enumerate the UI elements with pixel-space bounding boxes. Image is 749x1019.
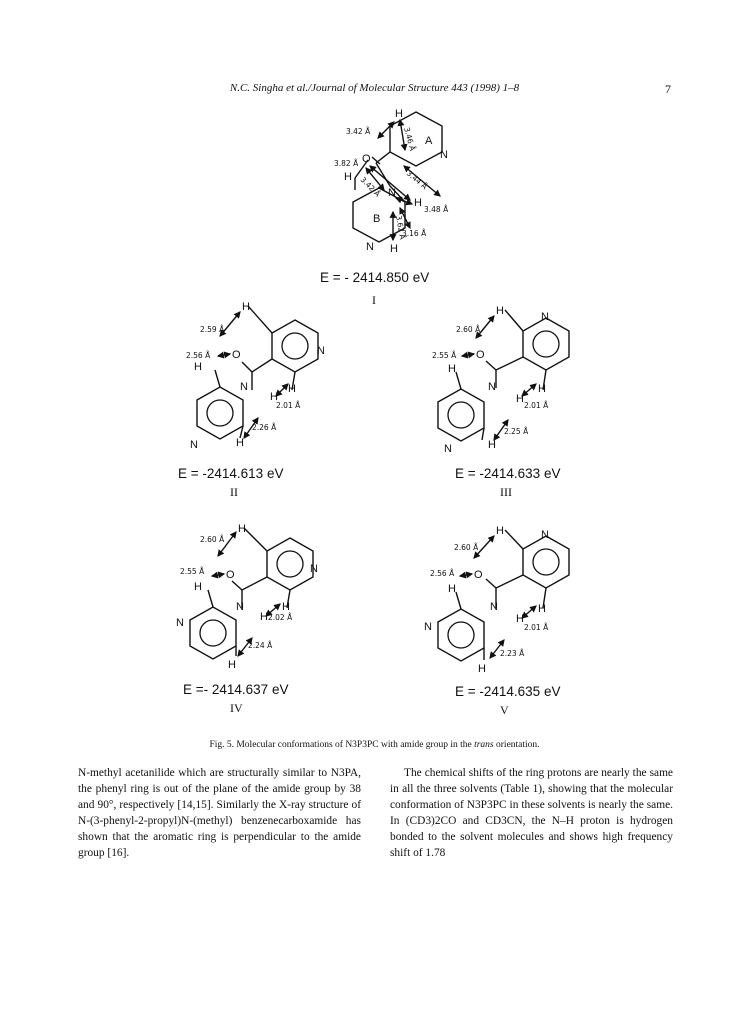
svg-text:N: N (366, 241, 374, 253)
svg-text:N: N (488, 381, 496, 393)
numeral-II: II (230, 485, 238, 499)
svg-text:2.25 Å: 2.25 Å (504, 427, 529, 436)
svg-text:3.46 Å: 3.46 Å (402, 126, 418, 152)
svg-text:3.16 Å: 3.16 Å (402, 229, 427, 238)
svg-text:H: H (228, 659, 236, 671)
svg-text:H: H (344, 171, 352, 183)
svg-text:2.23 Å: 2.23 Å (500, 649, 525, 658)
svg-text:N: N (541, 529, 549, 541)
svg-text:2.02 Å: 2.02 Å (268, 613, 293, 622)
conformer-II (178, 301, 325, 499)
svg-text:H: H (194, 581, 202, 593)
svg-text:N: N (190, 439, 198, 451)
svg-text:2.60 Å: 2.60 Å (454, 543, 479, 552)
svg-text:H: H (390, 243, 398, 255)
svg-text:H: H (236, 437, 244, 449)
left-column (78, 765, 361, 861)
svg-text:N: N (176, 617, 184, 629)
svg-text:H: H (488, 439, 496, 451)
svg-text:3.82 Å: 3.82 Å (334, 159, 359, 168)
conformer-III (432, 305, 569, 499)
svg-text:H: H (238, 523, 246, 535)
svg-text:H: H (414, 197, 422, 209)
svg-text:2.01 Å: 2.01 Å (524, 623, 549, 632)
ring-label-a: A (425, 135, 433, 147)
svg-text:2.26 Å: 2.26 Å (252, 423, 277, 432)
svg-text:N: N (444, 443, 452, 455)
svg-text:O: O (232, 349, 241, 361)
left-paragraph: N-methyl acetanilide which are structurally similar to N3PA, the phenyl ring is out of the plane of the amide group by 38 and 90°, respectively [14,15]. Similarly the X-ray structure of N-(3-phenyl-2-propyl)N-(methyl) benzenecarboxamide has shown that the aromatic ring is perpendicular to the amide group [16]. (78, 767, 361, 859)
svg-text:N: N (236, 601, 244, 613)
svg-text:2.59 Å: 2.59 Å (200, 325, 225, 334)
energy-III: E = -2414.633 eV (455, 466, 561, 481)
svg-text:2.01 Å: 2.01 Å (524, 401, 549, 410)
numeral-IV: IV (230, 701, 243, 715)
svg-text:H: H (478, 663, 486, 675)
svg-text:H: H (288, 383, 296, 395)
svg-text:H: H (538, 603, 546, 615)
svg-text:3.44 Å: 3.44 Å (404, 168, 430, 192)
svg-text:N: N (317, 345, 325, 357)
conformer-I (320, 108, 449, 307)
energy-I: E = - 2414.850 eV (320, 270, 430, 285)
numeral-III: III (500, 485, 512, 499)
right-column (390, 765, 673, 861)
svg-text:2.56 Å: 2.56 Å (430, 569, 455, 578)
right-paragraph: The chemical shifts of the ring protons are nearly the same in all the three solvents (Table 1), showing that the molecular conformation of N3P3PC in these solvents is nearly the same. In (CD3)2CO and CD3CN, the N–H proton is hydrogen bonded to the solvent molecules and shows high frequency shift of 1.78 (390, 767, 673, 859)
ring-label-b: B (373, 213, 381, 225)
conformer-IV (176, 523, 318, 715)
svg-text:3.42 Å: 3.42 Å (346, 127, 371, 136)
energy-V: E = -2414.635 eV (455, 684, 561, 699)
svg-text:3.42 Å: 3.42 Å (358, 175, 383, 199)
svg-text:H: H (270, 391, 278, 403)
ring-a (390, 112, 442, 166)
svg-text:3.48 Å: 3.48 Å (424, 205, 449, 214)
svg-text:H: H (538, 383, 546, 395)
energy-II: E = -2414.613 eV (178, 466, 284, 481)
svg-text:H: H (395, 108, 403, 120)
svg-text:N: N (388, 187, 396, 199)
page-header (0, 82, 749, 98)
numeral-I: I (372, 293, 376, 307)
svg-text:O: O (362, 153, 371, 165)
svg-text:H: H (496, 305, 504, 317)
svg-text:H: H (448, 363, 456, 375)
figure-5-structures (0, 100, 749, 740)
svg-text:O: O (476, 349, 485, 361)
svg-text:H: H (242, 301, 250, 313)
numeral-V: V (500, 703, 509, 717)
svg-text:2.60 Å: 2.60 Å (456, 325, 481, 334)
svg-text:O: O (226, 569, 235, 581)
running-head: N.C. Singha et al./Journal of Molecular Structure 443 (1998) 1–8 (229, 82, 520, 94)
svg-text:N: N (490, 601, 498, 613)
svg-text:2.01 Å: 2.01 Å (276, 401, 301, 410)
svg-text:N: N (240, 381, 248, 393)
svg-text:2.24 Å: 2.24 Å (248, 641, 273, 650)
figure-5 (0, 100, 749, 740)
page-number: 7 (665, 82, 671, 96)
svg-text:N: N (541, 311, 549, 323)
svg-text:H: H (448, 583, 456, 595)
svg-text:2.55 Å: 2.55 Å (180, 567, 205, 576)
svg-text:N: N (424, 621, 432, 633)
svg-text:O: O (474, 569, 483, 581)
svg-text:H: H (282, 601, 290, 613)
svg-text:N: N (440, 149, 448, 161)
svg-text:H: H (516, 613, 524, 625)
svg-text:3.62 Å: 3.62 Å (394, 214, 408, 241)
svg-text:2.60 Å: 2.60 Å (200, 535, 225, 544)
svg-text:2.56 Å: 2.56 Å (186, 351, 211, 360)
svg-text:H: H (194, 361, 202, 373)
svg-text:H: H (516, 393, 524, 405)
svg-text:H: H (496, 525, 504, 537)
svg-text:H: H (260, 611, 268, 623)
energy-IV: E =- 2414.637 eV (183, 682, 289, 697)
svg-text:2.55 Å: 2.55 Å (432, 351, 457, 360)
body-text (78, 765, 673, 875)
figure-caption: Fig. 5. Molecular conformations of N3P3PC with amide group in the trans orientation. (209, 740, 540, 750)
conformer-V (424, 525, 569, 717)
svg-text:N: N (310, 563, 318, 575)
